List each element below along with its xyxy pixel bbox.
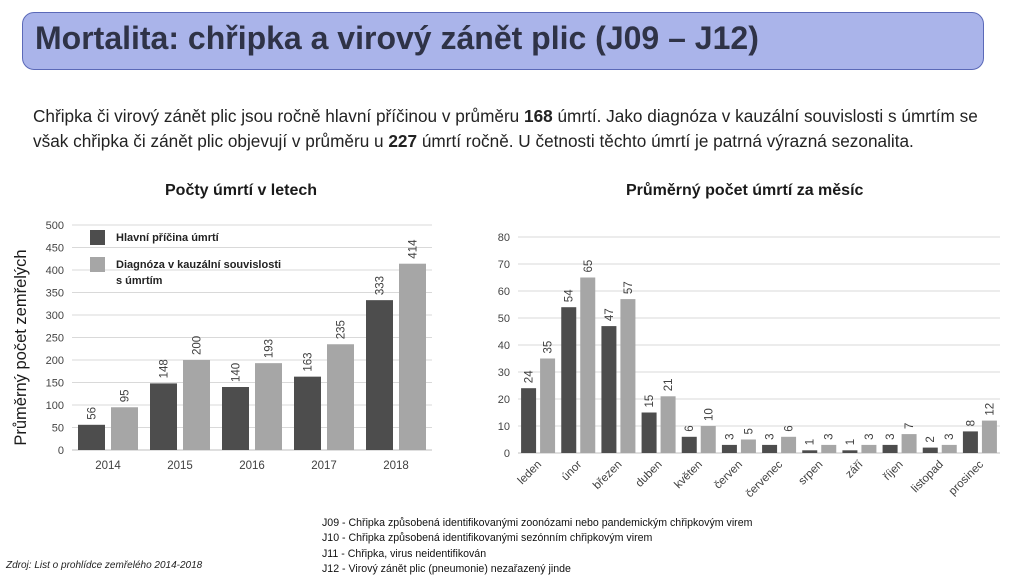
data-label: 7 xyxy=(904,422,917,430)
bar-prosinec-related xyxy=(982,421,997,453)
data-label: 54 xyxy=(563,289,576,303)
data-label: 414 xyxy=(407,239,420,259)
data-label: 148 xyxy=(158,359,171,379)
data-label: 95 xyxy=(119,389,132,403)
y-tick-label: 50 xyxy=(497,313,510,325)
bar-únor-related xyxy=(580,278,595,454)
x-tick-label: březen xyxy=(591,458,625,492)
x-tick-label: únor xyxy=(559,458,585,484)
data-label: 21 xyxy=(663,378,676,392)
y-tick-label: 20 xyxy=(497,394,510,406)
x-tick-label: květen xyxy=(672,458,705,492)
x-tick-label: 2015 xyxy=(167,460,193,472)
y-tick-label: 300 xyxy=(45,310,64,322)
y-tick-label: 0 xyxy=(57,445,64,457)
bar-červenec-main xyxy=(762,445,777,453)
code-j10: J10 - Chřipka způsobená identifikovanými sezónním chřipkovým virem xyxy=(322,532,653,545)
y-tick-label: 50 xyxy=(51,422,64,435)
bar-květen-main xyxy=(682,437,697,453)
x-tick-label: prosinec xyxy=(946,458,987,498)
intro-number-2: 227 xyxy=(388,131,418,151)
code-j12: J12 - Virový zánět plic (pneumonie) nezařazený jinde xyxy=(322,562,571,575)
bar-leden-main xyxy=(521,388,536,453)
data-label: 200 xyxy=(191,335,204,355)
x-tick-label: listopad xyxy=(909,458,946,496)
y-tick-label: 400 xyxy=(45,265,64,277)
data-label: 1 xyxy=(804,438,817,446)
x-tick-label: 2016 xyxy=(239,460,265,472)
bar-říjen-main xyxy=(883,445,898,453)
page-title: Mortalita: chřipka a virový zánět plic (J09 – J12) xyxy=(35,20,759,56)
bar-březen-main xyxy=(601,326,616,453)
y-tick-label: 80 xyxy=(497,232,510,244)
data-label: 47 xyxy=(603,308,616,322)
intro-text-2: úmrtí. Jako diagnóza v kauzální souvislosti s úmrtím se však chřipka či zánět plic objevují v průměru u xyxy=(33,106,978,151)
data-label: 5 xyxy=(743,428,756,435)
data-label: 3 xyxy=(764,433,777,440)
data-label: 3 xyxy=(724,433,737,440)
bar-srpen-main xyxy=(802,450,817,453)
bar-únor-main xyxy=(561,307,576,453)
y-tick-label: 200 xyxy=(45,355,64,367)
y-tick-label: 30 xyxy=(497,367,510,379)
data-label: 3 xyxy=(944,433,957,440)
x-tick-label: červen xyxy=(712,458,746,492)
data-label: 2 xyxy=(925,436,938,443)
y-tick-label: 450 xyxy=(45,242,64,255)
legend-label-main: Hlavní příčina úmrtí xyxy=(116,232,219,244)
legend-label-related: Diagnóza v kauzální souvislosti xyxy=(116,259,282,271)
bar-červen-related xyxy=(741,440,756,454)
data-label: 3 xyxy=(863,433,876,440)
bar-květen-related xyxy=(701,426,716,453)
data-label: 12 xyxy=(984,402,997,416)
y-tick-label: 60 xyxy=(497,286,510,298)
x-tick-label: 2018 xyxy=(383,460,409,472)
data-label: 1 xyxy=(844,438,857,446)
x-tick-label: 2017 xyxy=(311,460,337,472)
data-label: 3 xyxy=(823,433,836,440)
x-tick-label: srpen xyxy=(796,458,826,488)
x-tick-label: červenec xyxy=(743,458,786,501)
diagnosis-codes xyxy=(322,516,752,577)
y-tick-label: 350 xyxy=(45,287,64,300)
y-tick-label: 250 xyxy=(45,332,64,345)
chart2-title: Průměrný počet úmrtí za měsíc xyxy=(626,182,864,199)
intro-number-1: 168 xyxy=(524,106,553,126)
code-j11: J11 - Chřipka, virus neidentifikován xyxy=(322,547,487,560)
y-tick-label: 500 xyxy=(45,220,64,232)
x-tick-label: leden xyxy=(515,458,545,488)
code-j09: J09 - Chřipka způsobená identifikovanými zoonózami nebo pandemickým chřipkovým virem xyxy=(322,517,753,529)
bar-listopad-related xyxy=(942,445,957,453)
source-note: Zdroj: List o prohlídce zemřelého 2014-2018 xyxy=(6,560,203,571)
data-label: 65 xyxy=(582,259,595,273)
y-tick-label: 0 xyxy=(503,448,510,460)
data-label: 15 xyxy=(644,394,657,408)
data-label: 3 xyxy=(885,433,898,440)
data-label: 35 xyxy=(542,340,555,354)
bar-duben-main xyxy=(642,413,657,454)
x-tick-label: září xyxy=(843,458,866,481)
x-tick-label: říjen xyxy=(881,458,906,483)
bar-duben-related xyxy=(661,396,676,453)
bar-leden-related xyxy=(540,359,555,454)
y-tick-label: 10 xyxy=(497,421,510,433)
x-tick-label: duben xyxy=(633,458,665,490)
legend-label-related-cont: s úmrtím xyxy=(116,275,163,287)
data-label: 24 xyxy=(523,370,536,384)
bar-listopad-main xyxy=(923,448,938,453)
bar-srpen-related xyxy=(821,445,836,453)
bar-říjen-related xyxy=(902,434,917,453)
data-label: 235 xyxy=(335,320,348,340)
y-tick-label: 70 xyxy=(497,259,510,271)
y-axis-title: Průměrný počet zemřelých xyxy=(12,249,30,446)
bar-září-related xyxy=(861,445,876,453)
bar-červen-main xyxy=(722,445,737,453)
data-label: 163 xyxy=(302,352,315,372)
data-label: 6 xyxy=(684,425,697,432)
bar-červenec-related xyxy=(781,437,796,453)
data-label: 57 xyxy=(622,281,635,295)
data-label: 193 xyxy=(263,338,276,359)
data-label: 140 xyxy=(230,362,243,382)
intro-text-1: Chřipka či virový zánět plic jsou ročně hlavní příčinou v průměru xyxy=(33,106,525,126)
chart1-title: Počty úmrtí v letech xyxy=(165,182,318,199)
data-label: 333 xyxy=(374,275,387,296)
data-label: 8 xyxy=(965,419,978,427)
intro-text-3: úmrtí ročně. U četnosti těchto úmrtí je patrná výrazná sezonalita. xyxy=(417,131,914,151)
bar-prosinec-main xyxy=(963,431,978,453)
bar-březen-related xyxy=(620,299,635,453)
y-tick-label: 150 xyxy=(45,377,64,390)
data-label: 56 xyxy=(86,407,99,420)
data-label: 10 xyxy=(703,408,716,421)
bar-září-main xyxy=(842,450,857,453)
y-tick-label: 40 xyxy=(497,340,510,352)
x-tick-label: 2014 xyxy=(95,460,121,472)
y-tick-label: 100 xyxy=(45,400,64,412)
data-label: 6 xyxy=(783,425,796,432)
